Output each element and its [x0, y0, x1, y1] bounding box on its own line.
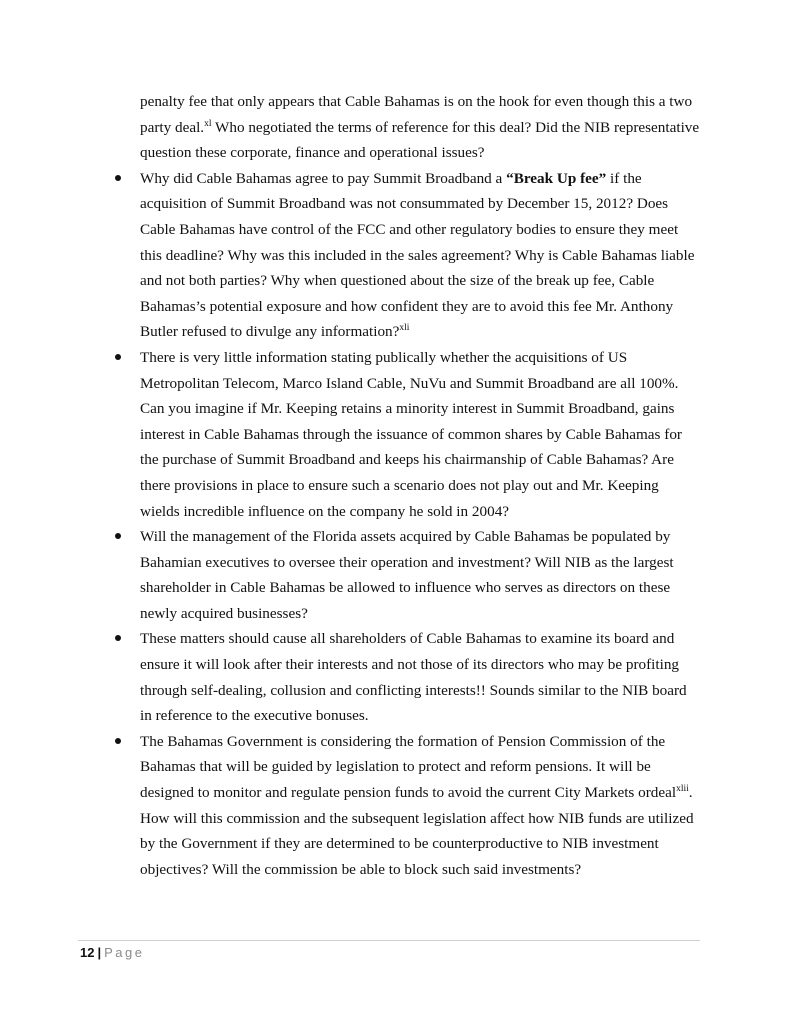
- paragraph-continuation: [140, 89, 700, 166]
- text-run: . How will this commission and the subsequent legislation affect how NIB funds are utilized by the Government if they are determined to be counterproductive to NIB investment objectives? Will the commission be able to block such said investments?: [140, 784, 694, 878]
- bullet-list: [140, 166, 700, 883]
- bullet-icon: [115, 635, 121, 641]
- bullet-icon: [115, 533, 121, 539]
- text-run: if the acquisition of Summit Broadband was not consummated by December 15, 2012? Does Cable Bahamas have control of the FCC and other regulatory bodies to ensure they meet this deadline? Why was this included in the sales agreement? Why is Cable Bahamas liable and not both parties? Why when questioned about the size of the break up fee, Cable Bahamas’s potential exposure and how confident they are to avoid this fee Mr. Anthony Butler refused to divulge any information?: [140, 169, 695, 341]
- text-run: Who negotiated the terms of reference for this deal? Did the NIB representative question these corporate, finance and operational issues?: [140, 118, 700, 162]
- bullet-icon: [115, 175, 121, 181]
- body-text: [140, 89, 700, 882]
- bullet-item-pension-commission: [140, 729, 700, 883]
- footer-separator: |: [97, 945, 102, 960]
- endnote-ref[interactable]: xl: [204, 118, 212, 129]
- endnote-ref[interactable]: xli: [399, 323, 410, 334]
- footer-divider: [78, 940, 700, 941]
- bold-text-run: “Break Up fee”: [506, 169, 607, 187]
- text-run: penalty fee that only appears that Cable Bahamas is on the hook for even though this a two party deal.: [140, 93, 693, 136]
- text-run: The Bahamas Government is considering the formation of Pension Commission of the Bahamas that will be guided by legislation to protect and reform pensions. It will be designed to monitor and regulate pension funds to avoid the current City Markets ordeal: [140, 732, 677, 802]
- endnote-ref[interactable]: xlii: [676, 784, 689, 795]
- text-run: These matters should cause all shareholders of Cable Bahamas to examine its board and ensure it will look after their interests and not those of its directors who may be profiting through self-dealing, collusion and conflicting interests!! Sounds similar to the NIB board in reference to the executive bonuses.: [140, 630, 687, 725]
- page-footer: [80, 945, 144, 961]
- bullet-item-shareholders: [140, 626, 700, 728]
- text-run: There is very little information stating publically whether the acquisitions of US Metropolitan Telecom, Marco Island Cable, NuVu and Summit Broadband are all 100%. Can you imagine if Mr. Keeping retains a minority interest in Summit Broadband, gains interest in Cable Bahamas through the issuance of common shares by Cable Bahamas for the purchase of Summit Broadband and keeps his chairmanship of Cable Bahamas? Are there provisions in place to ensure such a scenario does not play out and Mr. Keeping wields incredible influence on the company he sold in 2004?: [140, 348, 682, 520]
- text-run: Will the management of the Florida assets acquired by Cable Bahamas be populated by Bahamian executives to oversee their operation and investment? Will NIB as the largest shareholder in Cable Bahamas be allowed to influence who serves as directors on these newly acquired businesses?: [140, 528, 674, 622]
- bullet-item-break-up-fee: [140, 166, 700, 345]
- bullet-icon: [115, 738, 121, 744]
- bullet-item-florida-assets: [140, 524, 700, 626]
- page-label: Page: [104, 945, 145, 960]
- bullet-icon: [115, 354, 121, 360]
- page-number: 12: [80, 945, 95, 960]
- bullet-item-acquisitions: [140, 345, 700, 524]
- text-run: Why did Cable Bahamas agree to pay Summit Broadband a: [140, 169, 507, 187]
